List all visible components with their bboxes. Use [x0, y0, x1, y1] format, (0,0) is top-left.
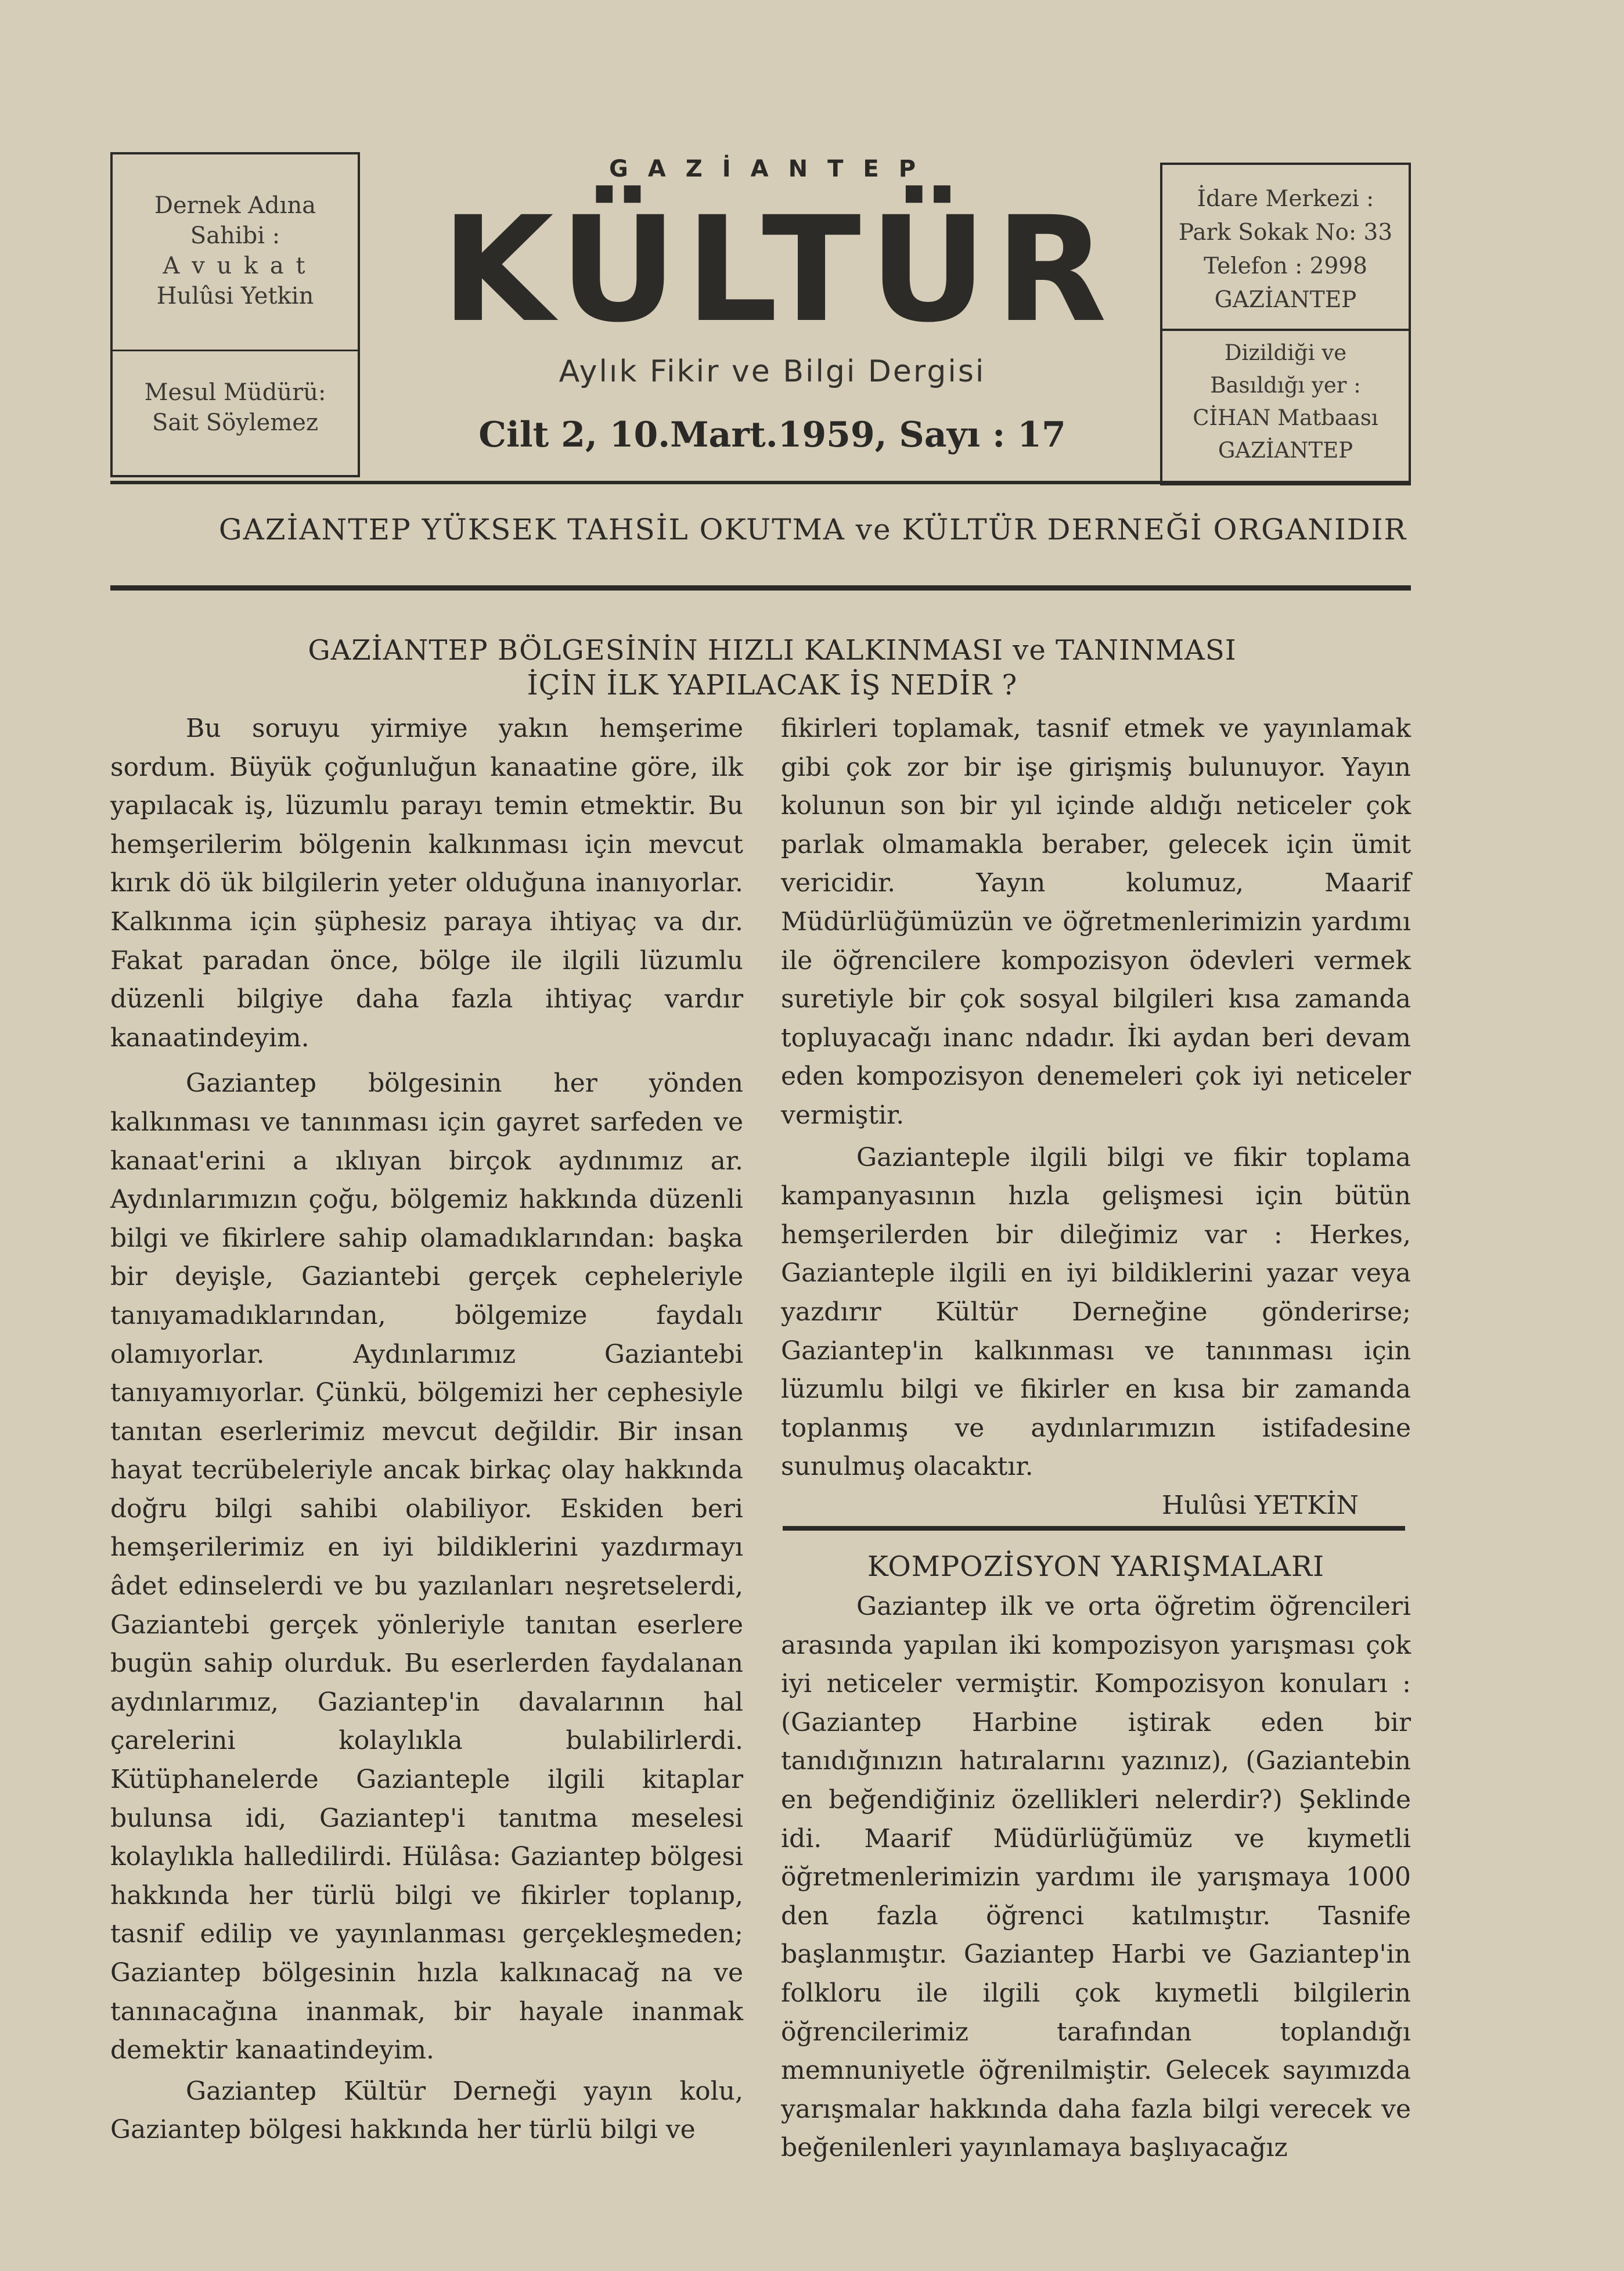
admin-box-divider: [1162, 329, 1409, 331]
printer-line: Dizildiği ve: [1224, 340, 1347, 365]
owner-name: Hulûsi Yetkin: [156, 283, 314, 309]
left-column: [110, 710, 743, 2150]
magazine-city: GAZİANTEP: [608, 156, 936, 182]
owner-line: Dernek Adına: [154, 192, 316, 219]
owner-line: A v u k a t: [163, 253, 308, 279]
article2-title: KOMPOZİSYON YARIŞMALARI: [867, 1550, 1325, 1583]
owner-box: [110, 152, 360, 477]
article-title-line: İÇİN İLK YAPILACAK İŞ NEDİR ?: [527, 669, 1018, 701]
right-column: [781, 710, 1411, 1525]
article-title-line: GAZİANTEP BÖLGESİNİN HIZLI KALKINMASI ve TANINMASI: [308, 634, 1237, 667]
printer-info: [1162, 337, 1409, 467]
admin-box: [1160, 163, 1411, 485]
paragraph: Gaziantep Kültür Derneği yayın kolu, Gaziantep bölgesi hakkında her türlü bilgi ve: [110, 2076, 743, 2145]
owner-box-divider: [113, 350, 358, 351]
paragraph: Gazianteple ilgili bilgi ve fikir toplama kampanyasının hızla gelişmesi için bütün hemşerilerden bir dileğimiz var : Herkes, Gazianteple ilgili en iyi bildiklerini yazar veya yazdırır Kültür Derneğine gönderirse; Gaziantep'in kalkınması ve tanınması için lüzumlu bilgi ve fikirler en kısa bir zamanda toplanmış ve aydınlarımızın istifadesine sunulmuş olacaktır.: [781, 1142, 1411, 1482]
editor-line: Mesul Müdürü:: [144, 379, 326, 406]
owner-line: Sahibi :: [190, 222, 280, 249]
paragraph: Bu soruyu yirmiye yakın hemşerime sordum. Büyük çoğunluğun kanaatine göre, ilk yapılacak iş, lüzumlu parayı temin etmektir. Bu hemşerilerim bölgenin kalkınması için mevcut kırık dö ük bilgilerin yeter olduğuna inanıyorlar. Kalkınma için şüphesiz paraya ihtiyaç va dır. Fakat paradan önce, bölge ile ilgili lüzumlu düzenli bilgiye daha fazla ihtiyaç vardır kanaatindeyim.: [110, 714, 743, 1053]
admin-line: İdare Merkezi :: [1197, 186, 1374, 212]
printer-line: GAZİANTEP: [1218, 438, 1353, 463]
admin-line: Telefon : 2998: [1204, 253, 1367, 279]
paragraph: Gaziantep bölgesinin her yönden kalkınması ve tanınması için gayret sarfeden ve kanaat'erini a ıklıyan birçok aydınımız ar. Aydınlarımızın çoğu, bölgemiz hakkında düzenli bilgi ve fikirlere sahip olamadıklarından: başka bir deyişle, Gaziantebi gerçek cepheleriyle tanıyamadıklarından, bölgemize faydalı olamıyorlar. Aydınlarımız Gaziantebi tanıyamıyorlar. Çünkü, bölgemizi her cephesiyle tanıtan eserlerimiz mevcut değildir. Bir insan hayat tecrübeleriyle ancak birkaç olay hakkında doğru bilgi sahibi olabiliyor. Eskiden beri hemşerilerimiz en iyi bildiklerini yazdırmayı âdet edinselerdi ve bu yazılanları neşretselerdi, Gaziantebi gerçek yönleriyle tanıtan eserlere bugün sahip olurduk. Bu eserlerden faydalanan aydınlarımız, Gaziantep'in davalarının hal çarelerini kolaylıkla bulabilirlerdi. Kütüphanelerde Gazianteple ilgili kitaplar bulunsa idi, Gaziantep'i tanıtma meselesi kolaylıkla halledilirdi. Hülâsa: Gaziantep bölgesi hakkında her türlü bilgi ve fikirler toplanıp, tasnif edilip ve yayınlanması gerçekleşmeden; Gaziantep bölgesinin hızla kalkınacağ na ve tanınacağına inanmak, bir hayale inanmak demektir kanaatindeyim.: [110, 1068, 743, 2065]
article-title: [221, 633, 1324, 703]
article-divider: [783, 1526, 1405, 1531]
editor-info: [113, 377, 358, 438]
magazine-title: KÜLTÜR: [441, 185, 1115, 354]
issue-line: Cilt 2, 10.Mart.1959, Sayı : 17: [478, 415, 1066, 455]
paragraph: Gaziantep ilk ve orta öğretim öğrencileri arasında yapılan iki kompozisyon yarışması çok iyi neticeler vermiştir. Kompozisyon konuları : (Gaziantep Harbine iştirak eden bir tanıdığınızın hatıralarını yazınız), (Gaziantebin en beğendiğiniz özellikleri nelerdir?) Şeklinde idi. Maarif Müdürlüğümüz ve kıymetli öğretmenlerimizin yardımı ile yarışmaya 1000 den fazla öğrenci katılmıştır. Tasnife başlanmıştır. Gaziantep Harbi ve Gaziantep'in folkloru ile ilgili çok kıymetli bilgilerin öğrencilerimiz tarafından toplandığı memnuniyetle öğrenilmiştir. Gelecek sayımızda yarışmalar hakkında daha fazla bilgi verecek ve beğenilenleri yayınlamaya başlıyacağız: [781, 1592, 1411, 2163]
paragraph: fikirleri toplamak, tasnif etmek ve yayınlamak gibi çok zor bir işe girişmiş bulunuyor. Yayın kolunun son bir yıl içinde aldığı neticeler çok parlak olmamakla beraber, gelecek için ümit vericidir. Yayın kolumuz, Maarif Müdürlüğümüzün ve öğretmenlerimizin yardımı ile öğrencilere kompozisyon ödevleri vermek suretiyle bir çok sosyal bilgileri kısa zamanda topluyacağı inanc ndadır. İki aydan beri devam eden kompozisyon denemeleri çok iyi neticeler vermiştir.: [781, 714, 1411, 1130]
admin-line: Park Sokak No: 33: [1178, 219, 1393, 246]
editor-name: Sait Söylemez: [152, 409, 319, 436]
printer-line: Basıldığı yer :: [1210, 373, 1361, 398]
admin-info: [1162, 182, 1409, 317]
magazine-subtitle: Aylık Fikir ve Bilgi Dergisi: [559, 354, 986, 389]
printer-line: CİHAN Matbaası: [1193, 405, 1378, 430]
article2-body: [781, 1588, 1411, 2168]
header-rule: [110, 481, 1411, 484]
owner-info: [113, 190, 358, 311]
signature: Hulûsi YETKİN: [1161, 1490, 1359, 1520]
section-rule: [110, 585, 1411, 591]
admin-line: GAZİANTEP: [1214, 287, 1357, 313]
organ-line: GAZİANTEP YÜKSEK TAHSİL OKUTMA ve KÜLTÜR DERNEĞİ ORGANIDIR: [218, 513, 1407, 546]
